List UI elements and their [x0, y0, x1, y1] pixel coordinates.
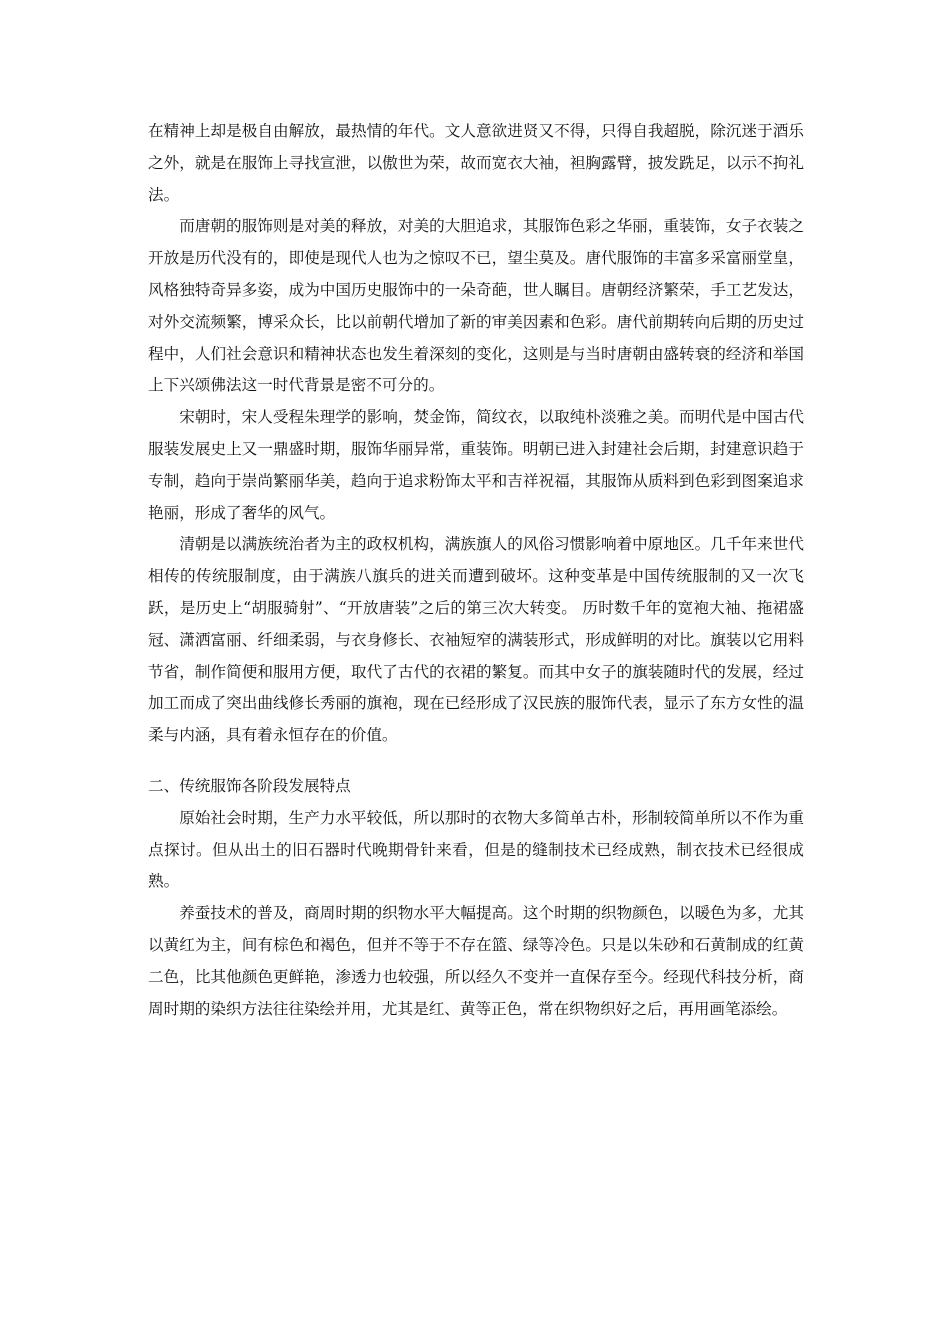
section-heading: 二、传统服饰各阶段发展特点 [148, 776, 351, 795]
document-page [148, 116, 804, 1025]
paragraph-wei-jin-continuation: 在精神上却是极自由解放，最热情的年代。文人意欲进贤又不得，只得自我超脱，除沉迷于酒乐之外，就是在服饰上寻找宣泄，以傲世为荣，故而宽衣大袖，袒胸露臂，披发跣足，以示不拘礼法。 [148, 122, 804, 204]
paragraph-qing-dynasty: 清朝是以满族统治者为主的政权机构，满族旗人的风俗习惯影响着中原地区。几千年来世代相传的传统服制度，由于满族八旗兵的进关而遭到破坏。这种变革是中国传统服制的又一次飞跃，是历史上“胡服骑射”、“开放唐装”之后的第三次大转变。 历时数千年的宽袍大袖、拖裙盛冠、潇洒富丽、纤细柔弱，与衣身修长、衣袖短窄的满装形式，形成鲜明的对比。旗装以它用料节省，制作简便和服用方便，取代了古代的衣裙的繁复。而其中女子的旗装随时代的发展，经过加工而成了突出曲线修长秀丽的旗袍，现在已经形成了汉民族的服饰代表，显示了东方女性的温柔与内涵，具有着永恒存在的价值。 [148, 535, 804, 745]
paragraph-shang-zhou: 养蚕技术的普及，商周时期的织物水平大幅提高。这个时期的织物颜色，以暖色为多，尤其以黄红为主，间有棕色和褐色，但并不等于不存在篮、绿等冷色。只是以朱砂和石黄制成的红黄二色，比其他颜色更鲜艳，渗透力也较强，所以经久不变并一直保存至今。经现代科技分析，商周时期的染织方法往往染绘并用，尤其是红、黄等正色，常在织物织好之后，再用画笔添绘。 [148, 904, 804, 1018]
paragraph-song-ming-dynasty: 宋朝时，宋人受程朱理学的影响，焚金饰，简纹衣，以取纯朴淡雅之美。而明代是中国古代服装发展史上又一鼎盛时期，服饰华丽异常，重装饰。明朝已进入封建社会后期，封建意识趋于专制，趋向于崇尚繁丽华美，趋向于追求粉饰太平和吉祥祝福，其服饰从质料到色彩到图案追求艳丽，形成了奢华的风气。 [148, 408, 804, 522]
paragraph-primitive-society: 原始社会时期，生产力水平较低，所以那时的衣物大多简单古朴，形制较简单所以不作为重点探讨。但从出土的旧石器时代晚期骨针来看，但是的缝制技术已经成熟，制衣技术已经很成熟。 [148, 808, 804, 891]
paragraph-tang-dynasty: 而唐朝的服饰则是对美的释放，对美的大胆追求，其服饰色彩之华丽，重装饰，女子衣装之开放是历代没有的，即使是现代人也为之惊叹不已，望尘莫及。唐代服饰的丰富多采富丽堂皇，风格独特奇异多姿，成为中国历史服饰中的一朵奇葩，世人瞩目。唐朝经济繁荣，手工艺发达，对外交流频繁，博采众长，比以前朝代增加了新的审美因素和色彩。唐代前期转向后期的历史过程中，人们社会意识和精神状态也发生着深刻的变化，这则是与当时唐朝由盛转衰的经济和举国上下兴颂佛法这一时代背景是密不可分的。 [148, 217, 804, 395]
